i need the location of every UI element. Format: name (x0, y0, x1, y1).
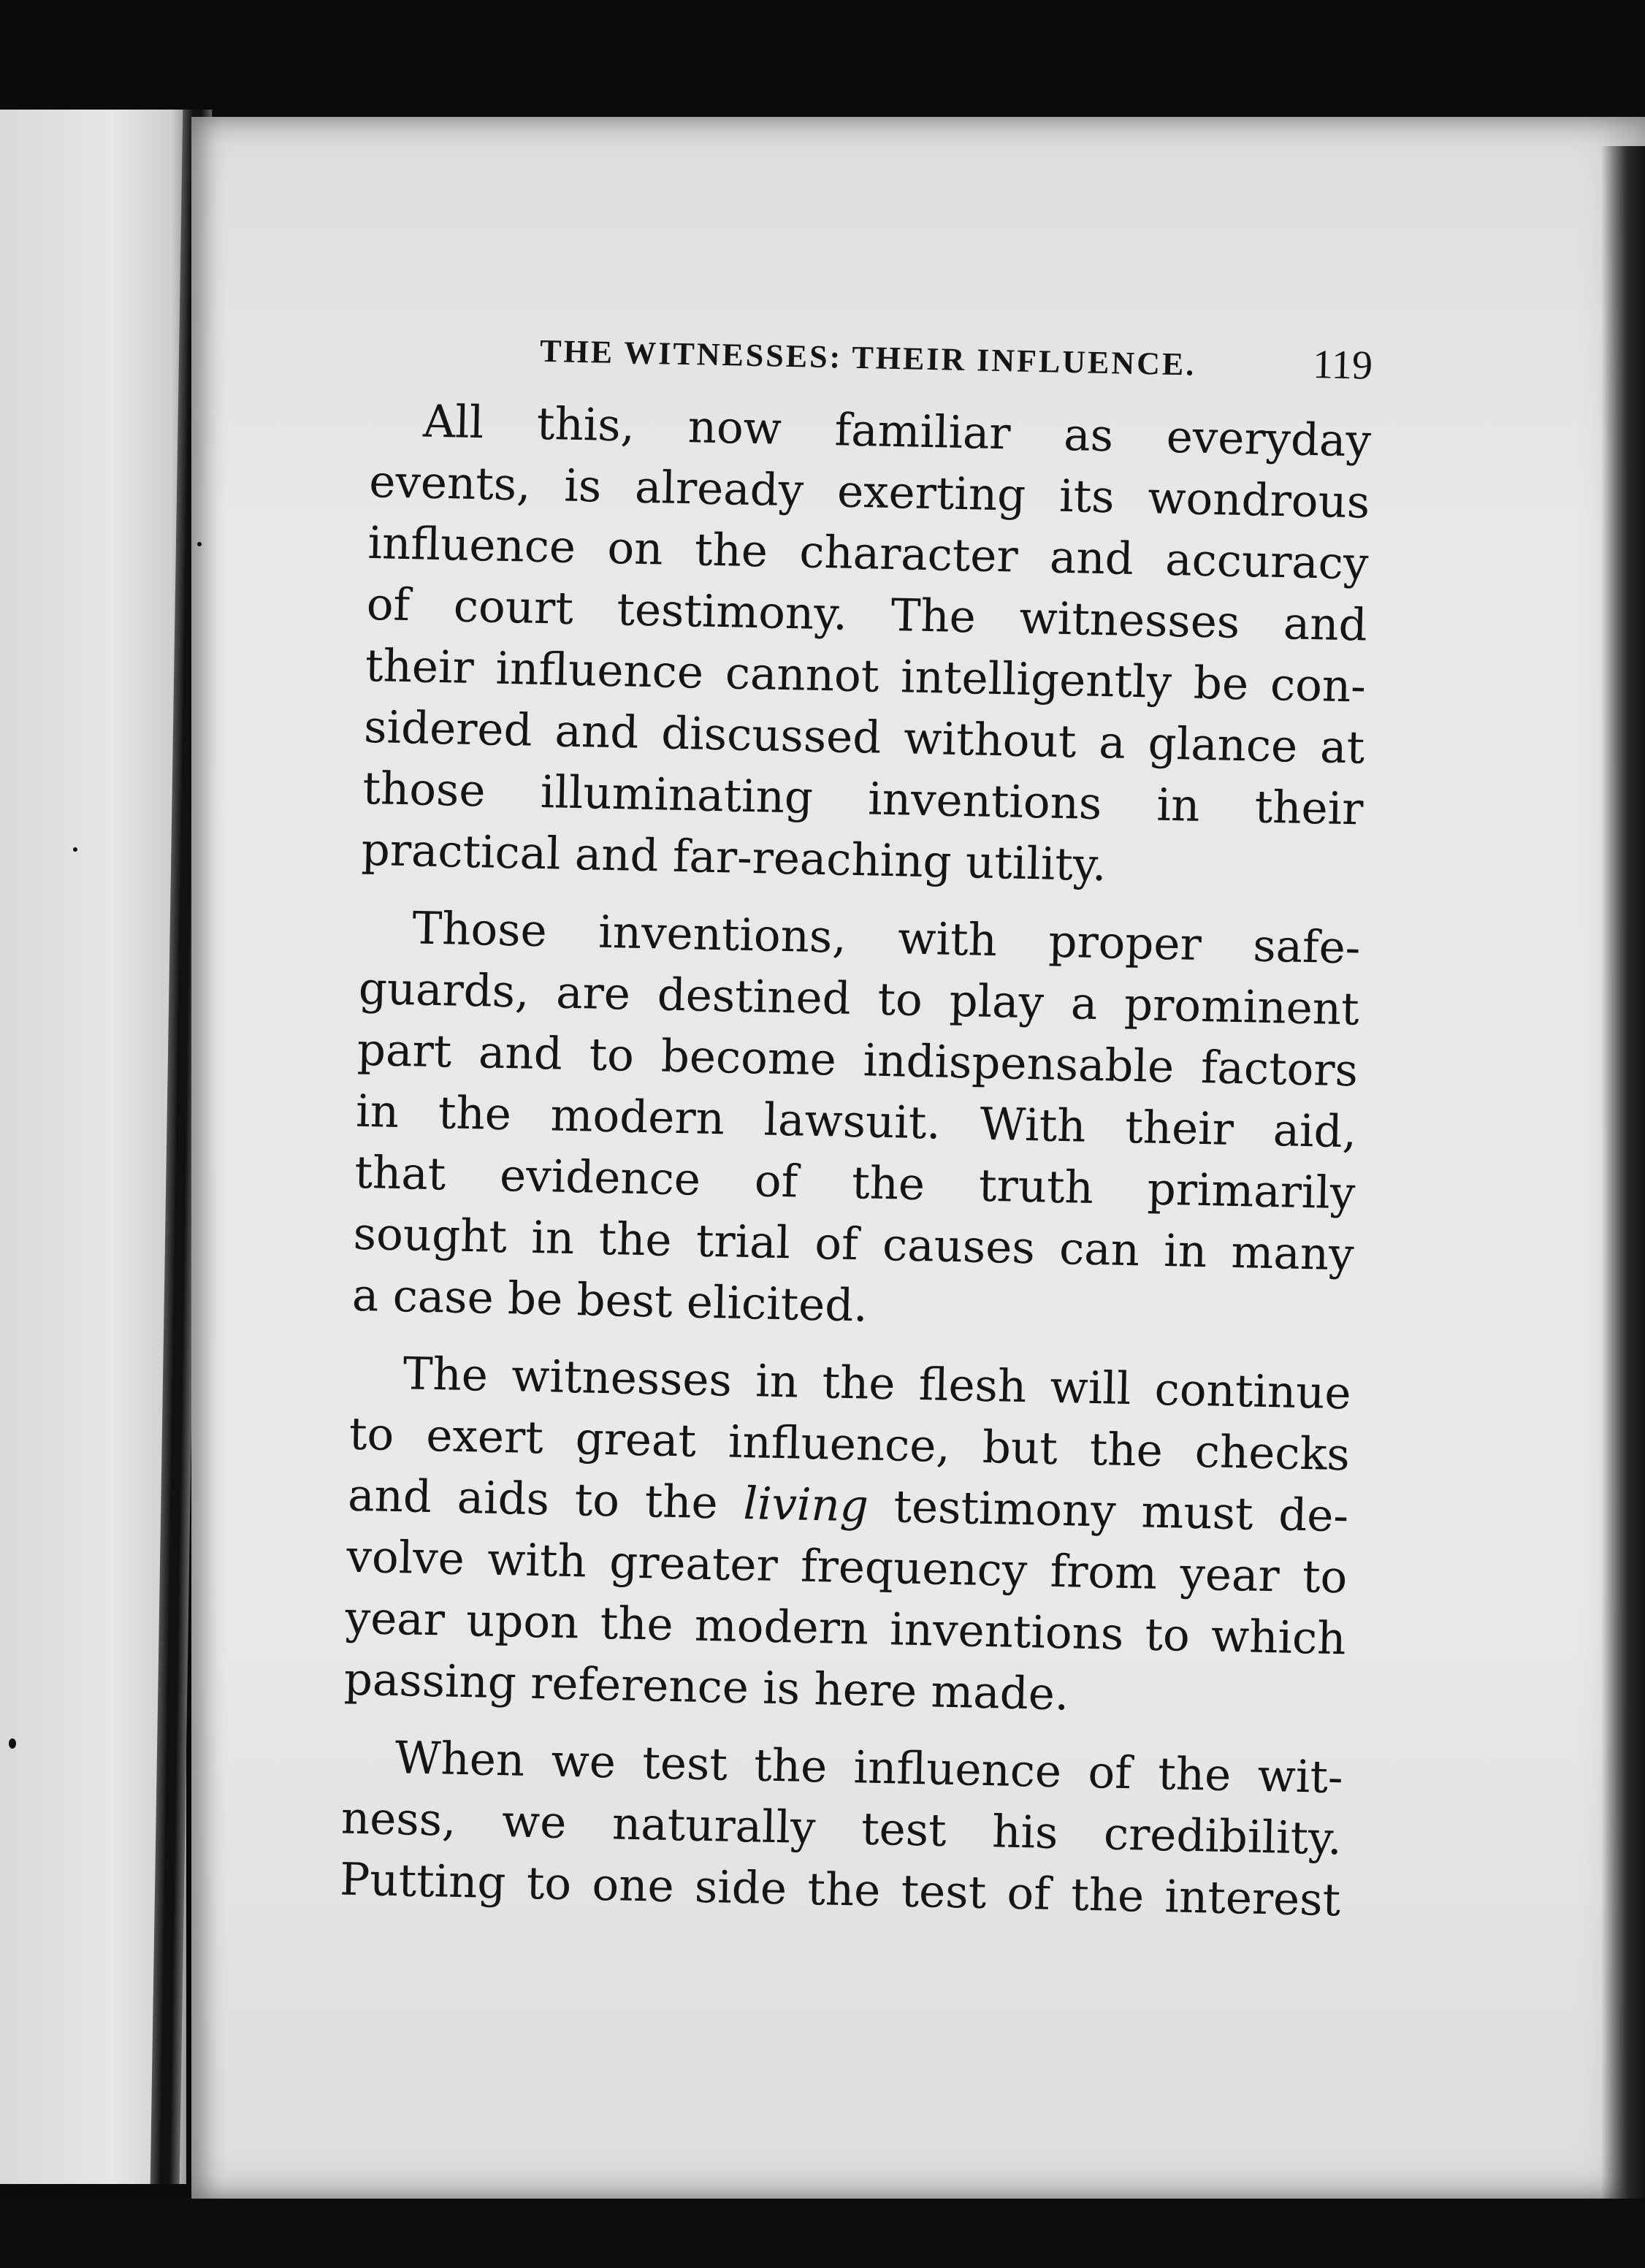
text-line: events, is already exerting its wondrous (368, 455, 1370, 529)
text-line: influence on the character and accuracy (367, 516, 1370, 590)
text-line: The witnesses in the flesh will continue (402, 1348, 1352, 1420)
text-line: in the modern lawsuit. With their aid, (355, 1085, 1357, 1158)
text-line: practical and far-reaching utility. (361, 823, 1107, 892)
text-line: Those inventions, with proper safe- (411, 902, 1362, 974)
text-line: that evidence of the truth primarily (354, 1146, 1356, 1220)
scan-speck (9, 1738, 16, 1749)
text-line: a case be best elicited. (351, 1269, 869, 1332)
page-number: 119 (1312, 341, 1373, 389)
paragraph-2 (351, 897, 1361, 1348)
text-line: their influence cannot intelligently be con- (365, 639, 1367, 713)
text-line: ness, we naturally test his credibility. (340, 1792, 1343, 1866)
text-fragment: testimony must de- (868, 1480, 1349, 1543)
running-head-title: THE WITNESSES: THEIR INFLUENCE. (539, 332, 1196, 383)
paragraph-3 (343, 1343, 1351, 1732)
paragraph-4 (339, 1727, 1343, 1932)
page-text (339, 321, 1373, 1947)
text-line: All this, now familiar as everyday (422, 395, 1372, 467)
text-line: volve with greater frequency from year to (346, 1530, 1348, 1604)
scan-speck (73, 847, 77, 852)
text-line: sought in the trial of causes can in many (353, 1207, 1355, 1281)
text-line: to exert great influence, but the checks (348, 1408, 1351, 1481)
text-line: of court testimony. The witnesses and (366, 578, 1368, 652)
text-line: part and to become indispensable factors (356, 1023, 1359, 1097)
page-right-shadow (1601, 146, 1645, 2264)
text-line: those illuminating inventions in their (362, 762, 1365, 836)
scan-bottom-border (0, 2199, 1645, 2268)
text-line: guards, are destined to play a prominent (358, 962, 1360, 1036)
emphasized-word: living (742, 1477, 869, 1532)
scan-speck (197, 542, 202, 546)
paragraph-1 (361, 390, 1372, 902)
text-line: Putting to one side the test of the interest (339, 1853, 1341, 1927)
text-line: year upon the modern inventions to which (345, 1592, 1347, 1665)
text-fragment: and aids to the (347, 1469, 744, 1530)
text-line: sidered and discussed without a glance at (363, 700, 1365, 774)
text-line: When we test the influence of the wit- (394, 1732, 1344, 1804)
text-line: passing reference is here made. (343, 1653, 1069, 1721)
